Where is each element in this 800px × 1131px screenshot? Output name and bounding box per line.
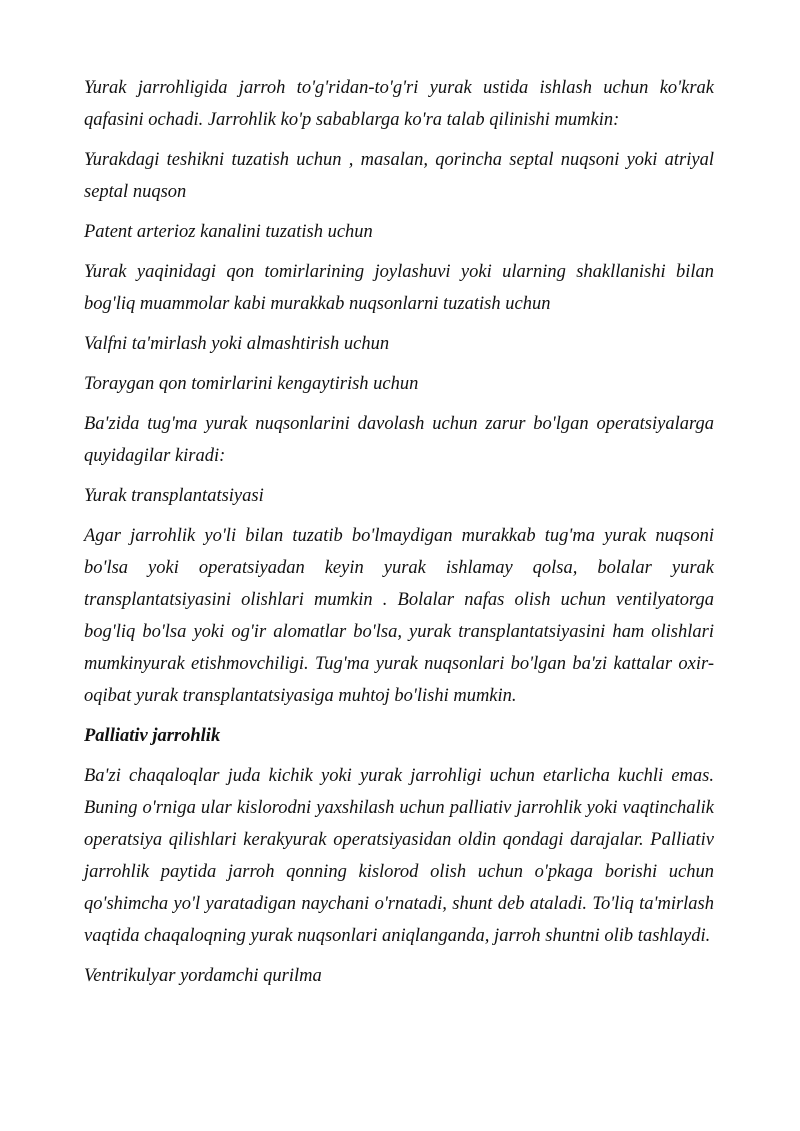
paragraph-valve-repair: Valfni ta'mirlash yoki almashtirish uchun bbox=[84, 334, 390, 354]
heading-heart-transplant: Yurak transplantatsiyasi bbox=[84, 486, 264, 506]
heading-ventricular-assist-device: Ventrikulyar yordamchi qurilma bbox=[84, 966, 322, 986]
paragraph-operations-intro: Ba'zida tug'ma yurak nuqsonlarini davolash uchun zarur bo'lgan operatsiyalarga quyidagilar kiradi: bbox=[84, 414, 714, 466]
paragraph-patent-ductus: Patent arterioz kanalini tuzatish uchun bbox=[84, 222, 373, 242]
paragraph-septal-defect: Yurakdagi teshikni tuzatish uchun , masalan, qorincha septal nuqsoni yoki atriyal septal nuqson bbox=[84, 150, 714, 202]
heading-palliative-surgery: Palliativ jarrohlik bbox=[84, 726, 221, 746]
paragraph-complex-defects: Yurak yaqinidagi qon tomirlarining joylashuvi yoki ularning shakllanishi bilan bog'liq muammolar kabi murakkab nuqsonlarni tuzatish uchun bbox=[84, 262, 714, 314]
paragraph-narrowed-vessels: Toraygan qon tomirlarini kengaytirish uchun bbox=[84, 374, 419, 394]
paragraph-intro: Yurak jarrohligida jarroh to'g'ridan-to'g'ri yurak ustida ishlash uchun ko'krak qafasini ochadi. Jarrohlik ko'p sabablarga ko'ra talab qilinishi mumkin: bbox=[84, 78, 714, 130]
paragraph-palliative-surgery: Ba'zi chaqaloqlar juda kichik yoki yurak jarrohligi uchun etarlicha kuchli emas. Buning o'rniga ular kislorodni yaxshilash uchun palliativ jarrohlik yoki vaqtinchalik operatsiya qilishlari kerakyurak operatsiyasidan oldin qondagi darajalar. Palliativ jarrohlik paytida jarroh qonning kislorod olish uchun o'pkaga borishi uchun qo'shimcha yo'l yaratadigan naychani o'rnatadi, shunt deb ataladi. To'liq ta'mirlash vaqtida chaqaloqning yurak nuqsonlari aniqlanganda, jarroh shuntni olib tashlaydi. bbox=[84, 766, 714, 946]
document-page bbox=[84, 72, 714, 1000]
paragraph-heart-transplant: Agar jarrohlik yo'li bilan tuzatib bo'lmaydigan murakkab tug'ma yurak nuqsoni bo'lsa yoki operatsiyadan keyin yurak ishlamay qolsa, bolalar yurak transplantatsiyasini olishlari mumkin . Bolalar nafas olish uchun ventilyatorga bog'liq bo'lsa yoki og'ir alomatlar bo'lsa, yurak transplantatsiyasini ham olishlari mumkinyurak etishmovchiligi. Tug'ma yurak nuqsonlari bo'lgan ba'zi kattalar oxir-oqibat yurak transplantatsiyasiga muhtoj bo'lishi mumkin. bbox=[84, 526, 714, 706]
